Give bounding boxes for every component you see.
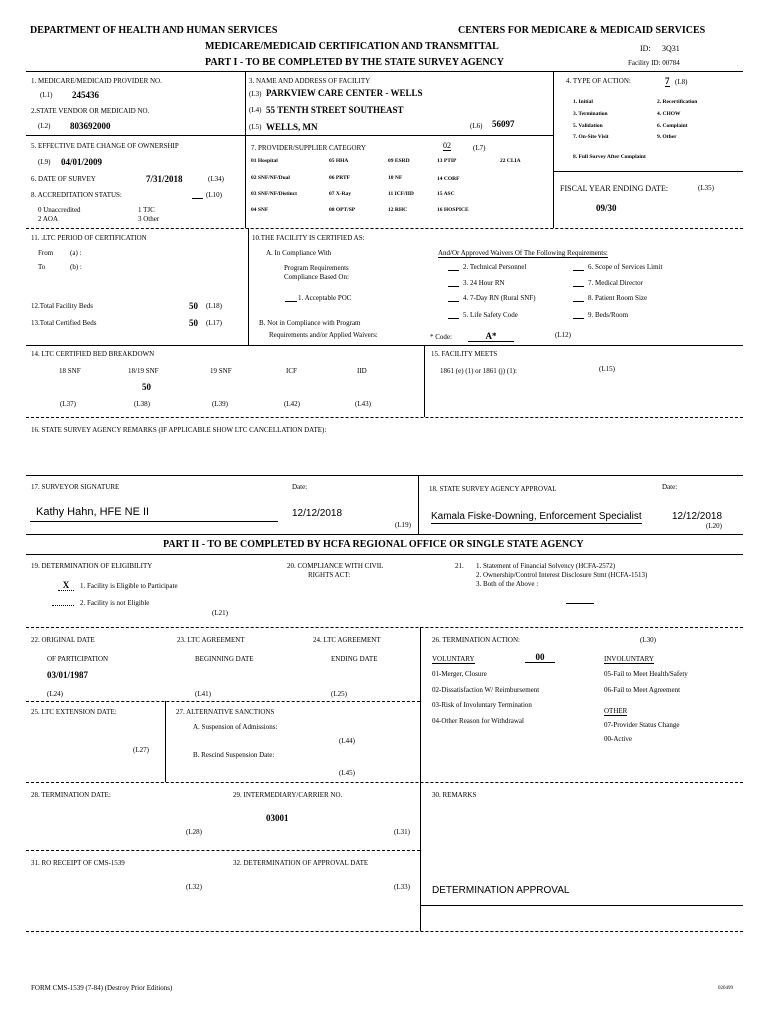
rule: [553, 71, 554, 228]
facility-street: 55 TENTH STREET SOUTHEAST: [266, 105, 404, 115]
s23-sub: BEGINNING DATE: [195, 655, 254, 663]
fy-code: (L35): [698, 184, 714, 192]
s21-i2: 2. Ownership/Control Interest Disclosure Stmt (HCFA-1513): [476, 571, 648, 579]
vol-opt: 02-Dissatisfaction W/ Reimbursement: [432, 686, 540, 694]
rule: [26, 627, 743, 628]
approval-text: DETERMINATION APPROVAL: [432, 885, 570, 896]
s22-sub: OF PARTICIPATION: [47, 655, 109, 663]
invol-opt: 06-Fail to Meet Agreement: [604, 686, 681, 694]
original-date: 03/01/1987: [47, 670, 89, 680]
termination-code: 00: [525, 652, 555, 663]
s28-code: (L28): [186, 828, 202, 836]
category-opt: 16 HOSPICE: [437, 207, 469, 213]
s21-i3: 3. Both of the Above :: [476, 580, 539, 588]
rule: [26, 782, 743, 783]
waiver-blank[interactable]: [573, 270, 584, 271]
s24-code: (L25): [331, 690, 347, 698]
rule: [26, 701, 420, 702]
s17-date-label: Date:: [292, 483, 308, 491]
s10-label: 10.THE FACILITY IS CERTIFIED AS:: [252, 234, 365, 242]
s22-label: 22. ORIGINAL DATE: [31, 636, 95, 644]
s1-code: (L1): [40, 91, 53, 99]
s28-label: 28. TERMINATION DATE:: [31, 791, 111, 799]
waivers-title: And/Or Approved Waivers Of The Following Requirements:: [438, 249, 608, 257]
vol-opt: 03-Risk of Involuntary Termination: [432, 701, 532, 709]
s31-label: 31. RO RECEIPT OF CMS-1539: [31, 859, 125, 867]
s3-label: 3. NAME AND ADDRESS OF FACILITY: [249, 77, 371, 85]
bed-col: IID: [357, 367, 367, 375]
category-value: 02: [443, 141, 451, 150]
rule: [26, 931, 743, 932]
ownership-date: 04/01/2009: [61, 157, 103, 167]
s13-code: (L17): [206, 319, 222, 327]
rule: [26, 345, 743, 346]
form-title: MEDICARE/MEDICAID CERTIFICATION AND TRANSMITTAL: [205, 41, 499, 52]
s10-req1: Program Requirements: [284, 264, 349, 272]
s8-code: (L10): [206, 191, 222, 199]
s15-code: (L15): [599, 365, 615, 373]
s8-opt: 2 AOA: [38, 215, 59, 223]
rule: [26, 554, 743, 555]
s2-label: 2.STATE VENDOR OR MEDICAID NO.: [31, 107, 150, 115]
bed-code: (L43): [355, 400, 371, 408]
category-opt: 22 CLIA: [500, 158, 521, 164]
s10-acc: 1. Acceptable POC: [298, 294, 352, 302]
vol-opt: 01-Merger, Closure: [432, 670, 487, 678]
s29-label: 29. INTERMEDIARY/CARRIER NO.: [233, 791, 343, 799]
s10-req2: Compliance Based On:: [284, 273, 349, 281]
action-opt: 1. Initial: [573, 99, 593, 105]
agency-signature: Kamala Fiske-Downing, Enforcement Specialist: [431, 511, 642, 522]
s26-label: 26. TERMINATION ACTION:: [432, 636, 520, 644]
s25-label: 25. LTC EXTENSION DATE:: [31, 708, 117, 716]
s11-to: To: [38, 263, 46, 271]
waiver-blank[interactable]: [573, 318, 584, 319]
part1-title: PART I - TO BE COMPLETED BY THE STATE SURVEY AGENCY: [205, 57, 504, 68]
s18-label: 18. STATE SURVEY AGENCY APPROVAL: [429, 485, 557, 493]
surveyor-date: 12/12/2018: [292, 508, 343, 519]
waiver-blank[interactable]: [448, 270, 459, 271]
rule: [26, 417, 743, 418]
vendor-number: 803692000: [70, 121, 111, 131]
action-opt: 9. Other: [657, 134, 677, 140]
dept-name: DEPARTMENT OF HEALTH AND HUMAN SERVICES: [30, 25, 278, 36]
category-opt: 04 SNF: [251, 207, 269, 213]
s23-code: (L41): [195, 690, 211, 698]
voluntary-label: VOLUNTARY: [432, 655, 475, 663]
s3-l3: (L3): [249, 90, 262, 98]
s13-label: 13.Total Certified Beds: [31, 319, 97, 327]
waiver-blank[interactable]: [448, 301, 459, 302]
s7-code: (L7): [473, 144, 486, 152]
bed-col: 19 SNF: [210, 367, 232, 375]
bed-code: (L39): [212, 400, 228, 408]
s10-bn2: Requirements and/or Applied Waivers:: [269, 331, 378, 339]
s4-code: (L8): [675, 78, 688, 86]
s21-label: 21.: [455, 562, 464, 570]
rule: [553, 171, 743, 172]
accreditation-blank[interactable]: [192, 198, 203, 199]
s10-a: A. In Compliance With: [266, 249, 332, 257]
s21-i1: 1. Statement of Financial Solvency (HCFA-2572): [476, 562, 616, 570]
total-certified-beds: 50: [189, 318, 198, 328]
rule: [26, 228, 743, 229]
other-opt: 00-Active: [604, 735, 632, 743]
facility-zip: 56097: [492, 119, 515, 129]
category-opt: 13 PTIP: [437, 158, 457, 164]
s18-code: (L20): [706, 522, 722, 530]
s24-sub: ENDING DATE: [331, 655, 378, 663]
category-opt: 09 ESRD: [388, 158, 410, 164]
action-type-value: 7: [665, 76, 670, 86]
rule: [26, 135, 553, 136]
action-opt: 8. Full Survey After Complaint: [573, 154, 646, 160]
waiver-5: 5. Life Safety Code: [463, 311, 518, 319]
category-opt: 14 CORF: [437, 176, 460, 182]
action-opt: 5. Validation: [573, 123, 603, 129]
rule: [420, 905, 743, 906]
s11-from: From: [38, 249, 54, 257]
rule: [26, 850, 420, 851]
id-value: 3Q31: [662, 44, 680, 53]
form-code: 020499: [718, 986, 733, 991]
s10-l12: (L12): [555, 331, 571, 339]
fy-label: FISCAL YEAR ENDING DATE:: [560, 184, 669, 193]
bed-code: (L37): [60, 400, 76, 408]
s19-label: 19. DETERMINATION OF ELIGIBILITY: [31, 562, 153, 570]
code-label: * Code:: [430, 333, 452, 341]
s15-label: 15. FACILITY MEETS: [431, 350, 498, 358]
waiver-7: 7. Medical Director: [588, 279, 644, 287]
s3-l4: (L4): [249, 106, 262, 114]
bed-col: 18/19 SNF: [128, 367, 159, 375]
waiver-6: 6. Scope of Services Limit: [588, 263, 663, 271]
category-opt: 03 SNF/NF/Distinct: [251, 191, 297, 197]
s25-code: (L27): [133, 746, 149, 754]
category-opt: 01 Hospital: [251, 158, 278, 164]
s22-code: (L24): [47, 690, 63, 698]
rule: [418, 475, 419, 534]
s11-a: (a) :: [70, 249, 82, 257]
category-opt: 10 NF: [388, 175, 403, 181]
survey-date: 7/31/2018: [146, 174, 183, 184]
s30-label: 30. REMARKS: [432, 791, 477, 799]
s8-label: 8. ACCREDITATION STATUS:: [31, 191, 122, 199]
id-label: ID:: [640, 44, 651, 53]
s1-label: 1. MEDICARE/MEDICAID PROVIDER NO.: [31, 77, 162, 85]
action-opt: 6. Complaint: [657, 123, 688, 129]
s8-opt: 1 TJC: [138, 206, 155, 214]
total-facility-beds: 50: [189, 301, 198, 311]
s2-code: (L2): [38, 122, 51, 130]
compliance-code: A*: [468, 331, 514, 342]
waiver-2: 2. Technical Personnel: [463, 263, 527, 271]
bed-code: (L38): [134, 400, 150, 408]
not-eligible-blank[interactable]: [52, 605, 74, 606]
s8-opt: 3 Other: [138, 215, 160, 223]
action-opt: 2. Recertification: [657, 99, 698, 105]
s14-label: 14. LTC CERTIFIED BED BREAKDOWN: [31, 350, 155, 358]
category-opt: 07 X-Ray: [329, 191, 352, 197]
agency-date: 12/12/2018: [672, 511, 723, 522]
s17-code: (L19): [395, 521, 411, 529]
s21-blank[interactable]: [566, 603, 594, 604]
other-label: OTHER: [604, 707, 628, 715]
s11-label: 11. .LTC PERIOD OF CERTIFICATION: [31, 234, 147, 242]
s29-code: (L31): [394, 828, 410, 836]
waiver-3: 3. 24 Hour RN: [463, 279, 505, 287]
s12-code: (L18): [206, 302, 222, 310]
carrier-number: 03001: [266, 813, 289, 823]
s24-label: 24. LTC AGREEMENT: [313, 636, 381, 644]
waiver-9: 9. Beds/Room: [588, 311, 629, 319]
s19-opt2: 2. Facility is not Eligible: [80, 599, 150, 607]
category-opt: 08 OPT/SP: [329, 207, 356, 213]
s3-l5: (L5): [249, 123, 262, 131]
waiver-blank[interactable]: [573, 286, 584, 287]
vol-opt: 04-Other Reason for Withdrawal: [432, 717, 524, 725]
snf-1819-beds: 50: [142, 382, 151, 392]
waiver-4: 4. 7-Day RN (Rural SNF): [463, 294, 536, 302]
s27-a: A. Suspension of Admissions:: [193, 723, 278, 731]
s27-l44: (L44): [339, 737, 355, 745]
s15-line: 1861 (e) (1) or 1861 (j) (1):: [440, 367, 517, 375]
s6-label: 6. DATE OF SURVEY: [31, 175, 96, 183]
form-number: FORM CMS-1539 (7-84) (Destroy Prior Editions): [31, 984, 173, 992]
action-opt: 4. CHOW: [657, 111, 681, 117]
category-opt: 05 HHA: [329, 158, 349, 164]
action-opt: 7. On-Site Visit: [573, 134, 609, 140]
s12-label: 12.Total Facility Beds: [31, 302, 93, 310]
rule: [30, 521, 278, 522]
other-opt: 07-Provider Status Change: [604, 721, 680, 729]
waiver-blank[interactable]: [448, 286, 459, 287]
s16-label: 16. STATE SURVEY AGENCY REMARKS (IF APPLICABLE SHOW LTC CANCELLATION DATE):: [31, 426, 327, 434]
rule: [245, 71, 246, 228]
bed-col: ICF: [286, 367, 297, 375]
s8-opt: 0 Unaccredited: [38, 206, 81, 214]
s20-label2: RIGHTS ACT:: [308, 571, 351, 579]
s4-label: 4. TYPE OF ACTION:: [566, 77, 631, 85]
rule: [26, 534, 743, 535]
s18-date-label: Date:: [662, 483, 678, 491]
invol-opt: 05-Fail to Meet Health/Safety: [604, 670, 688, 678]
s19-opt1: 1. Facility is Eligible to Participate: [80, 582, 178, 590]
s7-label: 7. PROVIDER/SUPPLIER CATEGORY: [251, 144, 366, 152]
s27-l45: (L45): [339, 769, 355, 777]
agency-name: CENTERS FOR MEDICARE & MEDICAID SERVICES: [458, 25, 706, 36]
part2-title: PART II - TO BE COMPLETED BY HCFA REGIONAL OFFICE OR SINGLE STATE AGENCY: [163, 539, 584, 550]
s27-label: 27. ALTERNATIVE SANCTIONS: [176, 708, 275, 716]
bed-col: 18 SNF: [59, 367, 81, 375]
s11-b: (b) :: [70, 263, 82, 271]
s31-code: (L32): [186, 883, 202, 891]
s26-code: (L30): [640, 636, 656, 644]
s5-code: (L9): [38, 158, 51, 166]
category-opt: 15 ASC: [437, 191, 455, 197]
rule: [248, 228, 249, 345]
waiver-blank[interactable]: [573, 301, 584, 302]
waiver-8: 8. Patient Room Size: [588, 294, 648, 302]
bed-code: (L42): [284, 400, 300, 408]
s10-bn1: B. Not in Compliance with Program: [259, 319, 361, 327]
s20-label1: 20. COMPLIANCE WITH CIVIL: [287, 562, 384, 570]
s3-l6: (L6): [470, 122, 483, 130]
surveyor-signature: Kathy Hahn, HFE NE II: [36, 506, 150, 518]
category-opt: 12 RHC: [388, 207, 408, 213]
category-opt: 11 ICF/IID: [388, 191, 414, 197]
action-opt: 3. Termination: [573, 111, 608, 117]
facility-id: Facility ID: 00784: [628, 59, 680, 67]
fy-value: 09/30: [596, 203, 617, 213]
waiver-blank[interactable]: [448, 318, 459, 319]
rule: [424, 345, 425, 417]
category-opt: 06 PRTF: [329, 175, 351, 181]
rule: [26, 71, 743, 72]
facility-city: WELLS, MN: [266, 122, 318, 132]
eligible-check[interactable]: X: [58, 580, 74, 591]
facility-name: PARKVIEW CARE CENTER - WELLS: [266, 88, 423, 98]
s23-label: 23. LTC AGREEMENT: [177, 636, 245, 644]
poc-blank[interactable]: [285, 301, 297, 302]
provider-number: 245436: [72, 90, 99, 100]
s32-code: (L33): [394, 883, 410, 891]
s5-label: 5. EFFECTIVE DATE CHANGE OF OWNERSHIP: [31, 142, 179, 150]
s19-code: (L21): [212, 609, 228, 617]
s6-code: (L34): [208, 175, 224, 183]
s17-label: 17. SURVEYOR SIGNATURE: [31, 483, 120, 491]
rule: [26, 475, 743, 476]
rule: [165, 701, 166, 782]
s27-b: B. Rescind Suspension Date:: [193, 751, 275, 759]
involuntary-label: INVOLUNTARY: [604, 655, 654, 663]
category-opt: 02 SNF/NF/Dual: [251, 175, 290, 181]
rule: [420, 627, 421, 931]
s32-label: 32. DETERMINATION OF APPROVAL DATE: [233, 859, 369, 867]
